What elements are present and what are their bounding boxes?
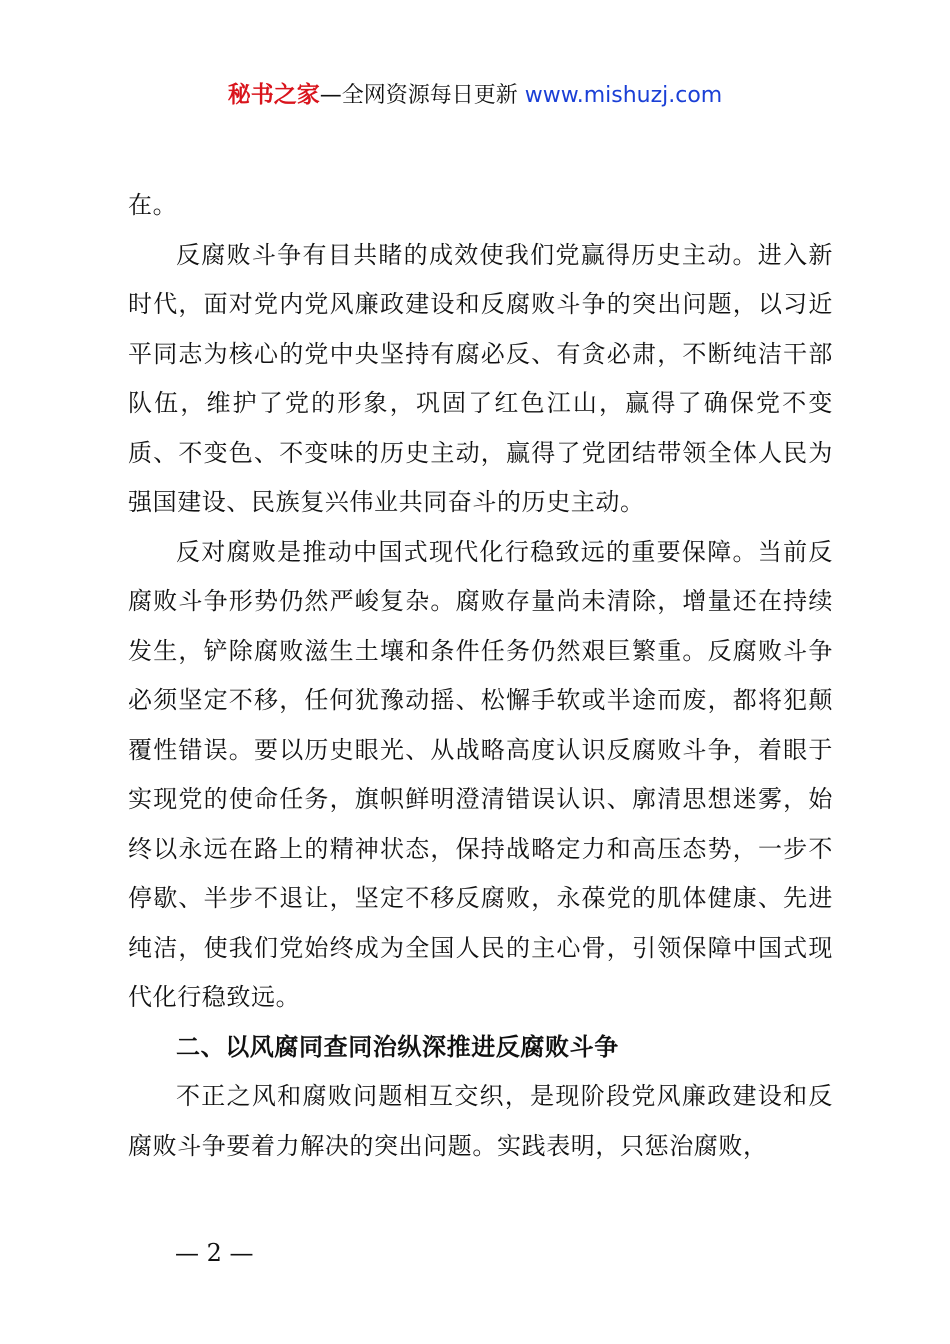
paragraph-continuation: 在。 — [128, 191, 178, 219]
site-url-link[interactable]: www.mishuzj.com — [524, 83, 723, 108]
paragraph-historical-initiative: 反腐败斗争有目共睹的成效使我们党赢得历史主动。进入新时代，面对党内党风廉政建设和反腐败斗争的突出问题，以习近平同志为核心的党中央坚持有腐必反、有贪必肃，不断纯洁干部队伍，维护了党的形象，巩固了红色江山，赢得了确保党不变质、不变色、不变味的历史主动，赢得了党团结带领全体人民为强国建设、民族复兴伟业共同奋斗的历史主动。 — [128, 240, 833, 516]
paragraph-modernization-guarantee: 反对腐败是推动中国式现代化行稳致远的重要保障。当前反腐败斗争形势仍然严峻复杂。腐败存量尚未清除，增量还在持续发生，铲除腐败滋生土壤和条件任务仍然艰巨繁重。反腐败斗争必须坚定不移，任何犹豫动摇、松懈手软或半途而废，都将犯颠覆性错误。要以历史眼光、从战略高度认识反腐败斗争，着眼于实现党的使命任务，旗帜鲜明澄清错误认识、廓清思想迷雾，始终以永远在路上的精神状态，保持战略定力和高压态势，一步不停歇、半步不退让，坚定不移反腐败，永葆党的肌体健康、先进纯洁，使我们党始终成为全国人民的主心骨，引领保障中国式现代化行稳致远。 — [128, 537, 833, 1011]
site-brand: 秘书之家 — [227, 82, 320, 108]
site-banner — [0, 78, 950, 113]
section-heading: 二、以风腐同查同治纵深推进反腐败斗争 — [176, 1032, 619, 1061]
site-slogan: —全网资源每日更新 — [319, 83, 525, 108]
paragraph-intertwined-issues: 不正之风和腐败问题相互交织，是现阶段党风廉政建设和反腐败斗争要着力解决的突出问题。实践表明，只惩治腐败， — [128, 1082, 833, 1160]
document-body — [128, 181, 833, 1171]
page-number: — 2 — — [175, 1239, 254, 1267]
